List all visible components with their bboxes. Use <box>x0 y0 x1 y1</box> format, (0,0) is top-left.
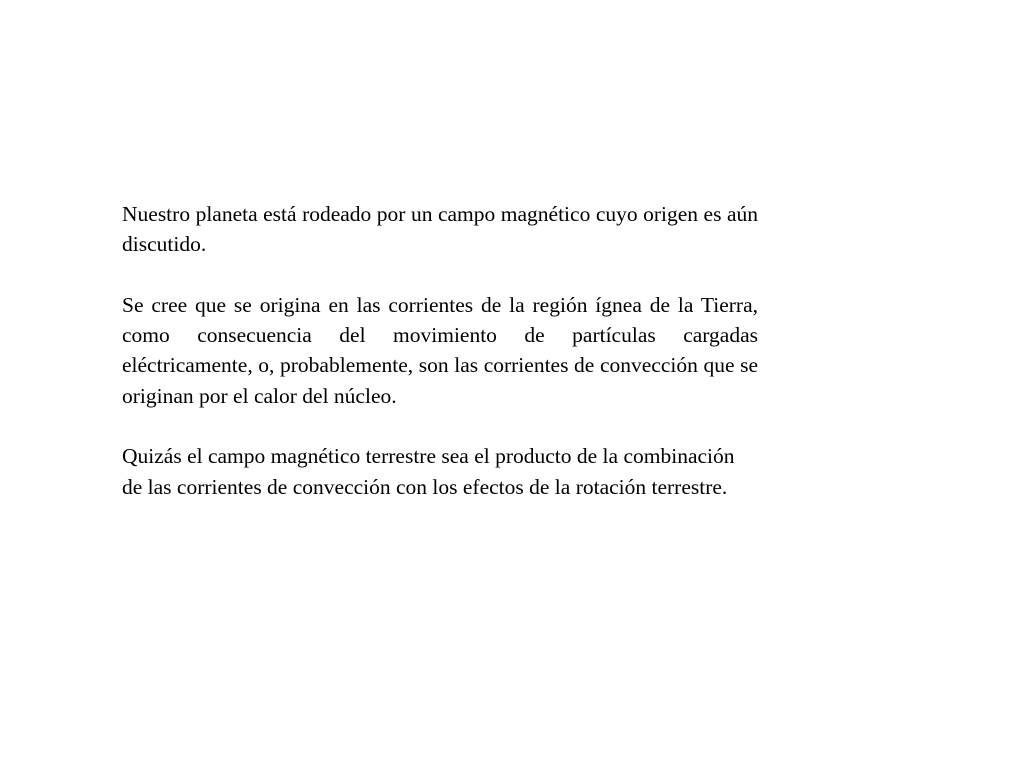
paragraph-convection-rotation: Quizás el campo magnético terrestre sea el producto de la combinación de las corrientes de convección con los efectos de la rotación terrestre. <box>122 444 735 499</box>
paragraph-gap <box>122 260 758 290</box>
text-block <box>122 199 758 502</box>
paragraph-igneous-currents: Se cree que se origina en las corrientes de la región ígnea de la Tierra, como consecuencia del movimiento de partículas cargadas eléctricamente, o, probablemente, son las corrientes de convección que se originan por el calor del núcleo. <box>122 292 758 408</box>
paragraph-gap <box>122 411 758 441</box>
paragraph-magnetic-field-origin: Nuestro planeta está rodeado por un campo magnético cuyo origen es aún discutido. <box>122 202 758 257</box>
